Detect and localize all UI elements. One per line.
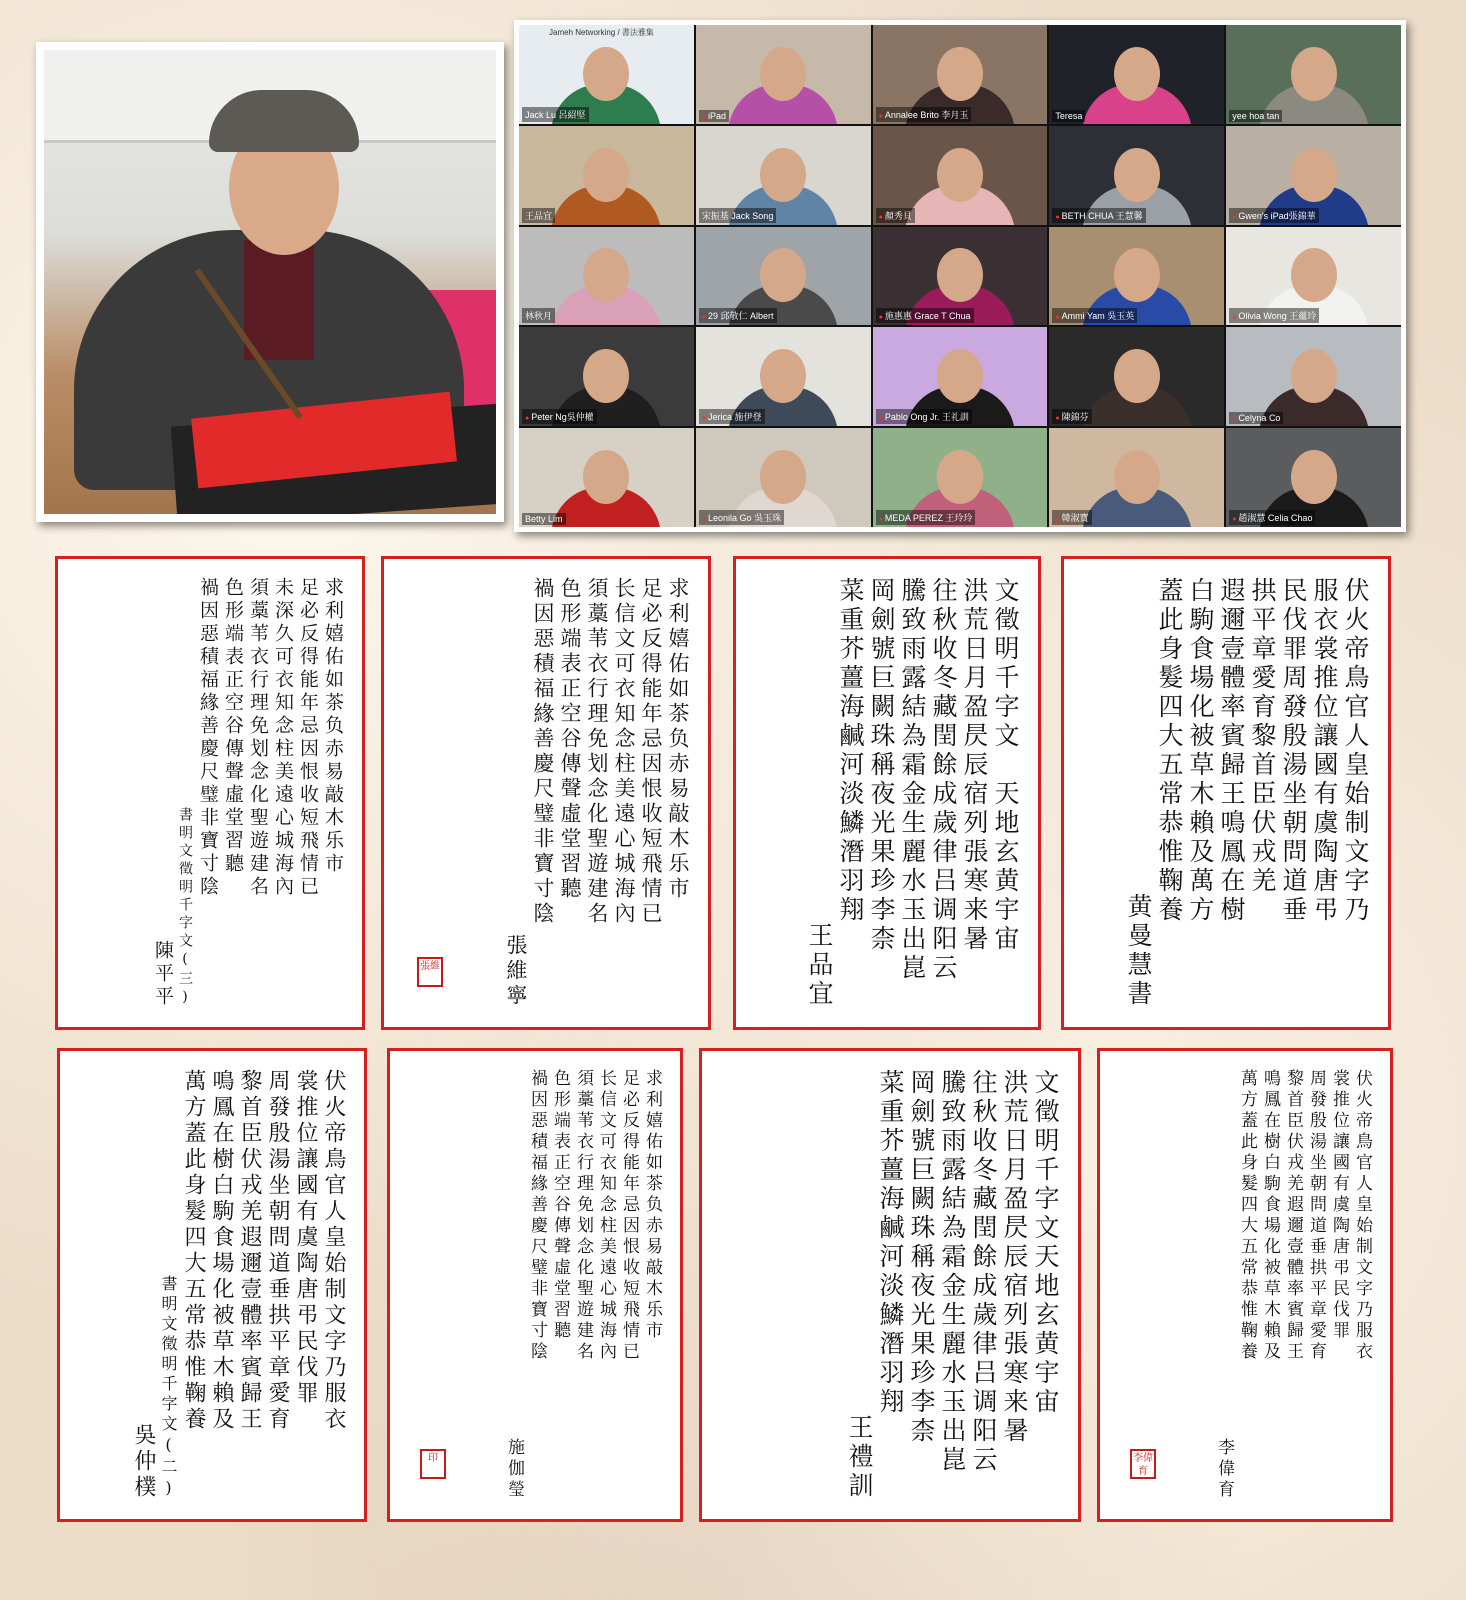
- participant-name: ● Leonila Go 吳玉珠: [699, 510, 784, 525]
- red-seal-stamp: 李偉育: [1130, 1449, 1156, 1479]
- calligraphy-column: 禍因惡積福緣善慶尺璧非寶寸陰: [527, 1069, 547, 1363]
- participant-tile[interactable]: [873, 327, 1048, 426]
- calligraphy-column: 鳴鳳在樹白駒食場化被草木賴及: [209, 1069, 234, 1433]
- calligraphy-column: 裳推位讓國有虞陶唐弔民伐罪: [293, 1069, 318, 1407]
- participant-tile[interactable]: [519, 428, 694, 527]
- participant-name: ● Olivia Wong 王蘊玲: [1229, 308, 1319, 323]
- signature-column: 書明文徵明千字文(三): [177, 807, 193, 1009]
- participant-name: 林秋月: [522, 308, 555, 323]
- participant-face: [583, 450, 629, 504]
- participant-tile[interactable]: [1049, 126, 1224, 225]
- signature-column: 吳仲樸: [131, 1423, 156, 1501]
- participant-face: [937, 148, 983, 202]
- flat-cap: [209, 90, 359, 152]
- calligraphy-card: [1097, 1048, 1393, 1522]
- participant-name: ● 韓淑寶: [1052, 510, 1091, 525]
- participant-tile[interactable]: [696, 227, 871, 326]
- participant-grid: [519, 25, 1401, 527]
- calligraphy-column: 求利嬉佑如茶负赤易敲木乐市: [322, 577, 344, 876]
- calligraphy-column: 民伐罪周發殷湯坐朝問道垂: [1279, 577, 1308, 925]
- participant-tile[interactable]: [696, 327, 871, 426]
- calligraphy-card: [387, 1048, 683, 1522]
- participant-face: [937, 349, 983, 403]
- red-seal-stamp: 印: [420, 1449, 446, 1479]
- participant-tile[interactable]: [1049, 227, 1224, 326]
- participant-face: [583, 47, 629, 101]
- participant-name: 宋振基 Jack Song: [699, 208, 777, 223]
- participant-name: ● Jerica 施伊登: [699, 409, 765, 424]
- participant-tile[interactable]: [519, 227, 694, 326]
- participant-name: ● 顏秀貝: [876, 208, 915, 223]
- participant-tile[interactable]: [873, 126, 1048, 225]
- calligraphy-columns: [1126, 577, 1368, 1009]
- calligraphy-columns: [153, 577, 342, 1009]
- participant-face: [760, 349, 806, 403]
- calligraphy-column: 菜重芥薑海鹹河淡鱗潛羽翔: [836, 577, 865, 925]
- participant-name: ● Peter Ng吳仲權: [522, 409, 597, 424]
- calligraphy-column: 蓋此身髮四大五常恭惟鞠養: [1155, 577, 1184, 925]
- calligraphy-card: [733, 556, 1041, 1030]
- participant-name: ● Annalee Brito 李月玉: [876, 107, 972, 122]
- calligraphy-columns: [847, 1069, 1058, 1501]
- participant-tile[interactable]: [1049, 25, 1224, 124]
- participant-name: ● Pablo Ong Jr. 王礼訓: [876, 409, 972, 424]
- participant-name: Betty Lim: [522, 513, 566, 525]
- signature-column: 王禮訓: [845, 1414, 874, 1501]
- calligraphy-column: 周發殷湯坐朝問道垂拱平章愛育: [1306, 1069, 1326, 1363]
- participant-face: [760, 148, 806, 202]
- participant-name: ● Gwen's iPad張錦華: [1229, 208, 1318, 223]
- participant-face: [1114, 349, 1160, 403]
- calligraphy-columns: [132, 1069, 344, 1501]
- participant-face: [937, 450, 983, 504]
- calligraphy-card: [699, 1048, 1081, 1522]
- calligraphy-column: 往秋收冬藏閏餘成歲律吕调阳云: [969, 1069, 998, 1475]
- calligrapher-photo: [36, 42, 504, 522]
- participant-name: 王品宜: [522, 208, 555, 223]
- calligraphy-column: 黎首臣伏戎羌遐邇壹體率賓歸王: [237, 1069, 262, 1433]
- participant-name: ● BETH CHUA 王慧馨: [1052, 208, 1145, 223]
- calligraphy-columns: [807, 577, 1018, 1009]
- participant-face: [1291, 47, 1337, 101]
- participant-name: ● MEDA PEREZ 王玲玲: [876, 510, 976, 525]
- participant-tile[interactable]: [519, 126, 694, 225]
- signature-column: 張維寧: [504, 934, 528, 1009]
- calligraphy-column: 白駒食場化被草木賴及萬方: [1186, 577, 1215, 925]
- participant-name: Teresa: [1052, 110, 1085, 122]
- participant-face: [1291, 148, 1337, 202]
- calligraphy-card: [381, 556, 711, 1030]
- signature-column: 陳平平: [152, 940, 174, 1009]
- calligraphy-column: 长信文可衣知念柱美遠心城海內: [612, 577, 636, 927]
- participant-face: [1291, 450, 1337, 504]
- participant-name: Jack Lu 呂紹堅: [522, 107, 589, 122]
- calligraphy-column: 色形端表正空谷傳聲虛堂習聽: [558, 577, 582, 902]
- participant-tile[interactable]: [1226, 428, 1401, 527]
- participant-face: [1291, 248, 1337, 302]
- participant-name: ● Celyna Co: [1229, 412, 1283, 424]
- participant-tile[interactable]: [696, 428, 871, 527]
- participant-tile[interactable]: [1049, 327, 1224, 426]
- calligraphy-column: 洪荒日月盈昃辰宿列張寒来暑: [960, 577, 989, 954]
- calligraphy-column: 足必反得能年忌因恨收短飛情已: [619, 1069, 639, 1363]
- red-seal-stamp: 張維: [417, 957, 443, 987]
- man-shirt: [244, 240, 314, 360]
- calligraphy-column: 色形端表正空谷傳聲虛堂習聽: [550, 1069, 570, 1342]
- participant-face: [760, 47, 806, 101]
- participant-face: [760, 450, 806, 504]
- calligraphy-column: 遐邇壹體率賓歸王鳴鳳在樹: [1217, 577, 1246, 925]
- signature-column: 黄曼慧書: [1124, 893, 1153, 1009]
- signature-column: 書明文徵明千字文(二): [159, 1275, 178, 1501]
- participant-tile[interactable]: [1226, 126, 1401, 225]
- participant-name: ● iPad: [699, 110, 729, 122]
- participant-face: [1114, 248, 1160, 302]
- calligraphy-card: [57, 1048, 367, 1522]
- participant-tile[interactable]: [519, 327, 694, 426]
- participant-name: yee hoa tan: [1229, 110, 1282, 122]
- calligraphy-column: 长信文可衣知念柱美遠心城海內: [596, 1069, 616, 1363]
- participant-name: ● 趙淑慧 Celia Chao: [1229, 510, 1315, 525]
- video-call-gallery: [514, 20, 1406, 532]
- calligraphy-column: 鳴鳳在樹白駒食場化被草木賴及: [1260, 1069, 1280, 1363]
- calligraphy-column: 須藁苇衣行理免划念化聖遊建名: [585, 577, 609, 927]
- participant-name: ● 施惠惠 Grace T Chua: [876, 308, 974, 323]
- calligraphy-column: 伏火帝鳥官人皇始制文字乃: [1341, 577, 1370, 925]
- calligraphy-column: 菜重芥薑海鹹河淡鱗潛羽翔: [876, 1069, 905, 1417]
- participant-tile[interactable]: [696, 25, 871, 124]
- participant-tile[interactable]: [1226, 25, 1401, 124]
- calligraphy-column: 服衣裳推位讓國有虞陶唐弔: [1310, 577, 1339, 925]
- calligraphy-column: 文徵明千字文天地玄黄宇宙: [1031, 1069, 1060, 1417]
- participant-tile[interactable]: [696, 126, 871, 225]
- calligraphy-column: 足必反得能年忌因恨收短飛情已: [639, 577, 663, 927]
- participant-tile[interactable]: [1226, 227, 1401, 326]
- calligraphy-card: [1061, 556, 1391, 1030]
- calligraphy-column: 洪荒日月盈昃辰宿列張寒来暑: [1000, 1069, 1029, 1446]
- calligraphy-column: 岡劍號巨闕珠稱夜光果珍李柰: [867, 577, 896, 954]
- photo-scene: [44, 50, 496, 514]
- participant-name: ● 29 邱敬仁 Albert: [699, 308, 777, 323]
- calligraphy-column: 岡劍號巨闕珠稱夜光果珍李柰: [907, 1069, 936, 1446]
- participant-face: [937, 47, 983, 101]
- calligraphy-column: 未深久可衣知念柱美遠心城海內: [272, 577, 294, 899]
- signature-column: 施伽瑩: [504, 1438, 524, 1501]
- calligraphy-column: 足必反得能年忌因恨收短飛情已: [297, 577, 319, 899]
- participant-tile[interactable]: [873, 227, 1048, 326]
- calligraphy-column: 求利嬉佑如茶负赤易敲木乐市: [642, 1069, 662, 1342]
- participant-name: ● 陳錦芬: [1052, 409, 1091, 424]
- participant-face: [937, 248, 983, 302]
- participant-face: [1291, 349, 1337, 403]
- calligraphy-column: 色形端表正空谷傳聲虛堂習聽: [222, 577, 244, 876]
- calligraphy-column: 伏火帝鳥官人皇始制文字乃服衣: [321, 1069, 346, 1433]
- calligraphy-column: 往秋收冬藏閏餘成歲律吕调阳云: [929, 577, 958, 983]
- calligraphy-column: 騰致雨露結為霜金生麗水玉出崑: [938, 1069, 967, 1475]
- signature-column: 李偉育: [1214, 1438, 1234, 1501]
- calligraphy-column: 拱平章愛育黎首臣伏戎羌: [1248, 577, 1277, 896]
- participant-tile[interactable]: [519, 25, 694, 124]
- calligraphy-column: 周發殷湯坐朝問道垂拱平章愛育: [265, 1069, 290, 1433]
- participant-face: [1114, 450, 1160, 504]
- calligraphy-column: 黎首臣伏戎羌遐邇壹體率賓歸王: [1283, 1069, 1303, 1363]
- participant-face: [583, 148, 629, 202]
- calligraphy-column: 禍因惡積福緣善慶尺璧非寶寸陰: [197, 577, 219, 899]
- participant-tile[interactable]: [873, 25, 1048, 124]
- participant-name: ● Ammi Yam 吳玉英: [1052, 308, 1137, 323]
- calligraphy-columns: [505, 1069, 660, 1501]
- calligraphy-column: 萬方蓋此身髮四大五常恭惟鞠養: [1237, 1069, 1257, 1363]
- participant-tile[interactable]: [873, 428, 1048, 527]
- calligraphy-column: 萬方蓋此身髮四大五常恭惟鞠養: [181, 1069, 206, 1433]
- participant-face: [1114, 47, 1160, 101]
- participant-tile[interactable]: [1226, 327, 1401, 426]
- signature-column: 王品宜: [805, 922, 834, 1009]
- calligraphy-card: [55, 556, 365, 1030]
- calligraphy-column: 須藁苇衣行理免划念化聖遊建名: [247, 577, 269, 899]
- participant-tile[interactable]: [1049, 428, 1224, 527]
- participant-face: [1114, 148, 1160, 202]
- calligraphy-column: 禍因惡積福緣善慶尺璧非寶寸陰: [531, 577, 555, 927]
- calligraphy-column: 文徵明千字文 天地玄黄宇宙: [991, 577, 1020, 954]
- calligraphy-columns: [505, 577, 688, 1009]
- calligraphy-column: 裳推位讓國有虞陶唐弔民伐罪: [1329, 1069, 1349, 1342]
- calligraphy-columns: [1215, 1069, 1370, 1501]
- calligraphy-column: 騰致雨露結為霜金生麗水玉出崑: [898, 577, 927, 983]
- calligraphy-column: 伏火帝鳥官人皇始制文字乃服衣: [1352, 1069, 1372, 1363]
- calligraphy-column: 求利嬉佑如茶负赤易敲木乐市: [666, 577, 690, 902]
- meeting-banner: Jameh Networking / 書法雅集: [549, 28, 654, 37]
- calligraphy-column: 須藁苇衣行理免划念化聖遊建名: [573, 1069, 593, 1363]
